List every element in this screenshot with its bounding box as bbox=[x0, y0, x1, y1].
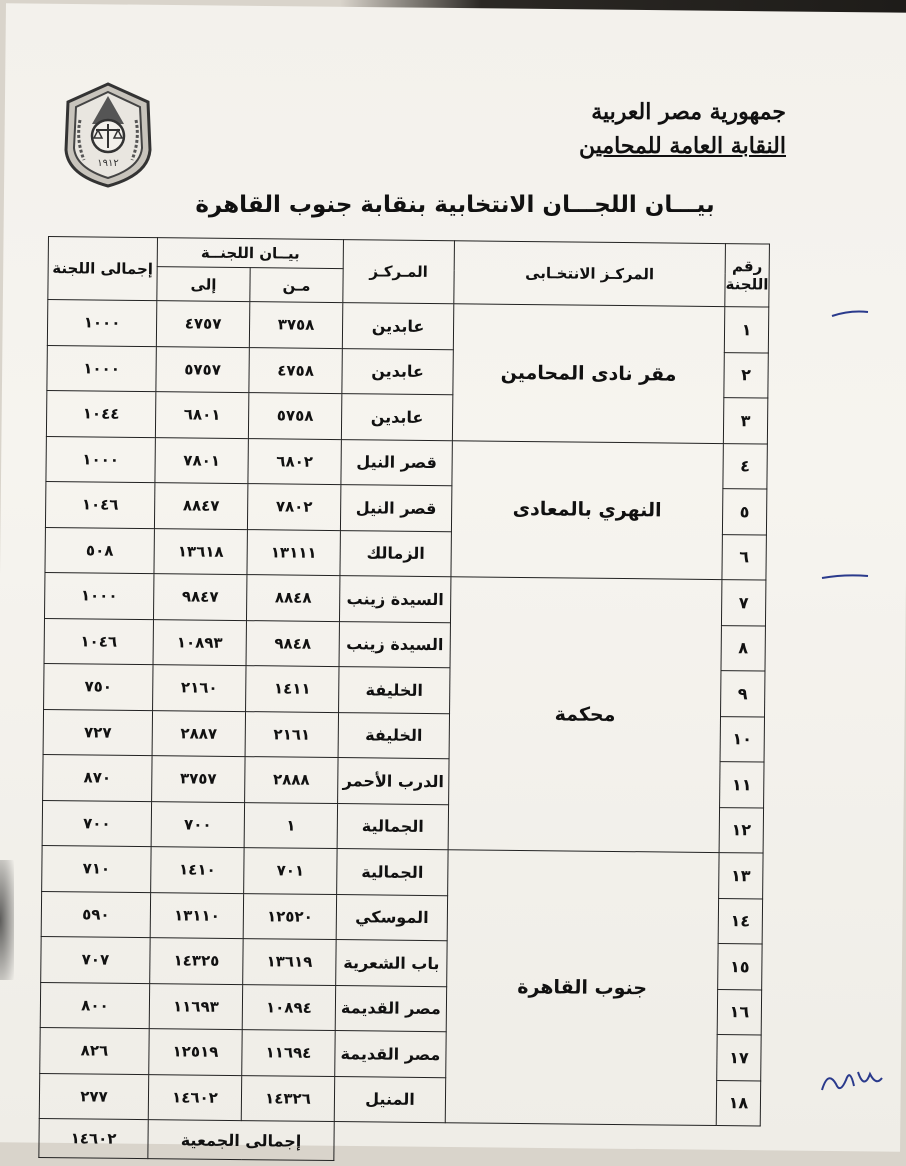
cell-from: ٨٨٤٨ bbox=[246, 575, 339, 621]
table-row bbox=[44, 572, 765, 625]
cell-total: ٧١٠ bbox=[42, 845, 151, 892]
cell-num: ١ bbox=[724, 307, 768, 353]
cell-markaz: عابدين bbox=[341, 394, 452, 441]
cell-from: ١٤٣٢٦ bbox=[241, 1075, 334, 1121]
table-row bbox=[42, 845, 763, 898]
cell-from: ١٤١١ bbox=[246, 666, 339, 712]
cell-num: ٣ bbox=[723, 398, 767, 444]
cell-total: ٧٥٠ bbox=[44, 663, 153, 710]
committees-table bbox=[38, 236, 770, 1166]
cell-to: ٧٠٠ bbox=[151, 801, 244, 847]
cell-markaz: السيدة زينب bbox=[339, 576, 450, 623]
cell-num: ١٨ bbox=[716, 1080, 760, 1126]
header-markaz: المـركـز bbox=[343, 240, 455, 304]
cell-num: ٧ bbox=[721, 580, 765, 626]
cell-total: ٧٢٧ bbox=[43, 709, 152, 756]
cell-num: ١٣ bbox=[719, 853, 763, 899]
cell-from: ٢٨٨٨ bbox=[245, 757, 338, 803]
cell-to: ٦٨٠١ bbox=[155, 392, 248, 438]
header-committee: بيــان اللجنــة bbox=[157, 238, 343, 269]
cell-total: ١٠٤٤ bbox=[46, 390, 155, 437]
cell-to: ١٣٦١٨ bbox=[154, 528, 247, 574]
cell-total: ٧٠٧ bbox=[41, 936, 150, 983]
cell-to: ٧٨٠١ bbox=[155, 437, 248, 483]
cell-num: ٤ bbox=[723, 443, 767, 489]
cell-num: ٨ bbox=[721, 625, 765, 671]
handwritten-signature-icon bbox=[818, 1060, 888, 1100]
header-country: جمهورية مصر العربية bbox=[591, 99, 786, 125]
cell-num: ١٧ bbox=[717, 1035, 761, 1081]
cell-markaz: مصر القديمة bbox=[335, 1031, 446, 1078]
cell-to: ١٤٦٠٢ bbox=[148, 1074, 241, 1120]
table-row bbox=[47, 300, 768, 353]
cell-from: ٦٨٠٢ bbox=[248, 438, 341, 484]
cell-markaz: عابدين bbox=[342, 303, 453, 350]
cell-center: مقر نادى المحامين bbox=[452, 304, 724, 443]
cell-from: ٩٨٤٨ bbox=[246, 620, 339, 666]
cell-total: ٢٧٧ bbox=[39, 1073, 148, 1120]
header-num: رقم اللجنة bbox=[725, 244, 770, 307]
cell-to: ٨٨٤٧ bbox=[154, 483, 247, 529]
cell-total: ٨٢٦ bbox=[40, 1027, 149, 1074]
cell-to: ٩٨٤٧ bbox=[153, 574, 246, 620]
blank-cell bbox=[334, 1122, 760, 1165]
grand-total-value: ١٤٦٠٢ bbox=[39, 1118, 148, 1158]
cell-to: ٤٧٥٧ bbox=[156, 301, 249, 347]
header-organization: النقابة العامة للمحامين bbox=[578, 133, 786, 159]
cell-to: ٣٧٥٧ bbox=[152, 756, 245, 802]
seal-year: ١٩١٢ bbox=[97, 158, 119, 169]
cell-to: ١٠٨٩٣ bbox=[153, 619, 246, 665]
cell-num: ٩ bbox=[721, 671, 765, 717]
cell-total: ١٠٠٠ bbox=[47, 300, 156, 347]
cell-num: ٥ bbox=[722, 489, 766, 535]
cell-total: ٨٠٠ bbox=[40, 982, 149, 1029]
cell-num: ١٥ bbox=[718, 944, 762, 990]
cell-from: ١٣١١١ bbox=[247, 529, 340, 575]
cell-from: ١٢٥٢٠ bbox=[243, 893, 336, 939]
cell-total: ١٠٠٠ bbox=[44, 572, 153, 619]
cell-markaz: الدرب الأحمر bbox=[338, 758, 449, 805]
finger-shadow bbox=[0, 860, 14, 980]
header-total: إجمالى اللجنة bbox=[48, 237, 158, 301]
cell-total: ١٠٠٠ bbox=[46, 436, 155, 483]
header-from: مـن bbox=[250, 268, 343, 303]
cell-from: ٢١٦١ bbox=[245, 711, 338, 757]
bar-association-seal-icon bbox=[58, 80, 158, 190]
cell-num: ١٢ bbox=[719, 807, 763, 853]
cell-from: ٧٨٠٢ bbox=[247, 484, 340, 530]
pen-mark bbox=[830, 306, 870, 320]
cell-markaz: الجمالية bbox=[337, 849, 448, 896]
cell-total: ٧٠٠ bbox=[42, 800, 151, 847]
header-to: إلى bbox=[157, 267, 250, 302]
cell-from: ٥٧٥٨ bbox=[248, 393, 341, 439]
cell-total: ٥٩٠ bbox=[41, 891, 150, 938]
cell-total: ١٠٠٠ bbox=[47, 345, 156, 392]
cell-markaz: باب الشعرية bbox=[336, 940, 447, 987]
cell-to: ١١٦٩٣ bbox=[149, 983, 242, 1029]
cell-from: ٧٠١ bbox=[244, 848, 337, 894]
cell-from: ١ bbox=[244, 802, 337, 848]
cell-to: ٥٧٥٧ bbox=[156, 346, 249, 392]
grand-total-label: إجمالى الجمعية bbox=[148, 1120, 334, 1161]
cell-total: ٨٧٠ bbox=[43, 754, 152, 801]
cell-markaz: الخليفة bbox=[338, 712, 449, 759]
table-row bbox=[46, 436, 767, 489]
cell-total: ١٠٤٦ bbox=[44, 618, 153, 665]
cell-markaz: الجمالية bbox=[337, 803, 448, 850]
header-center: المركـز الانتخـابى bbox=[454, 241, 726, 307]
cell-markaz: المنيل bbox=[334, 1076, 445, 1123]
cell-from: ٣٧٥٨ bbox=[249, 302, 342, 348]
cell-num: ١٦ bbox=[717, 989, 761, 1035]
cell-total: ٥٠٨ bbox=[45, 527, 154, 574]
cell-num: ١٤ bbox=[718, 898, 762, 944]
cell-to: ٢١٦٠ bbox=[153, 665, 246, 711]
cell-from: ١٣٦١٩ bbox=[243, 939, 336, 985]
cell-num: ١١ bbox=[720, 762, 764, 808]
cell-markaz: عابدين bbox=[342, 348, 453, 395]
letterhead bbox=[579, 95, 786, 163]
cell-from: ١١٦٩٤ bbox=[242, 1030, 335, 1076]
cell-markaz: الزمالك bbox=[340, 530, 451, 577]
cell-to: ١٤١٠ bbox=[151, 847, 244, 893]
cell-to: ١٣١١٠ bbox=[150, 892, 243, 938]
cell-markaz: السيدة زينب bbox=[339, 621, 450, 668]
cell-markaz: الخليفة bbox=[339, 667, 450, 714]
grand-total-row bbox=[39, 1118, 760, 1165]
cell-to: ١٢٥١٩ bbox=[149, 1029, 242, 1075]
cell-num: ١٠ bbox=[720, 716, 764, 762]
cell-markaz: قصر النيل bbox=[341, 439, 452, 486]
cell-markaz: مصر القديمة bbox=[335, 985, 446, 1032]
page-title: بيـــان اللجـــان الانتخابية بنقابة جنوب القاهرة bbox=[195, 192, 715, 218]
cell-center: محكمة bbox=[448, 577, 722, 853]
cell-from: ١٠٨٩٤ bbox=[242, 984, 335, 1030]
cell-center: النهري بالمعادى bbox=[451, 440, 723, 579]
cell-to: ١٤٣٢٥ bbox=[150, 938, 243, 984]
cell-to: ٢٨٨٧ bbox=[152, 710, 245, 756]
cell-num: ٢ bbox=[724, 352, 768, 398]
cell-center: جنوب القاهرة bbox=[445, 850, 719, 1126]
cell-from: ٤٧٥٨ bbox=[249, 347, 342, 393]
committees-table-wrapper bbox=[38, 236, 770, 1166]
cell-markaz: الموسكي bbox=[336, 894, 447, 941]
pen-mark bbox=[820, 570, 870, 584]
cell-markaz: قصر النيل bbox=[340, 485, 451, 532]
cell-num: ٦ bbox=[722, 534, 766, 580]
cell-total: ١٠٤٦ bbox=[45, 481, 154, 528]
